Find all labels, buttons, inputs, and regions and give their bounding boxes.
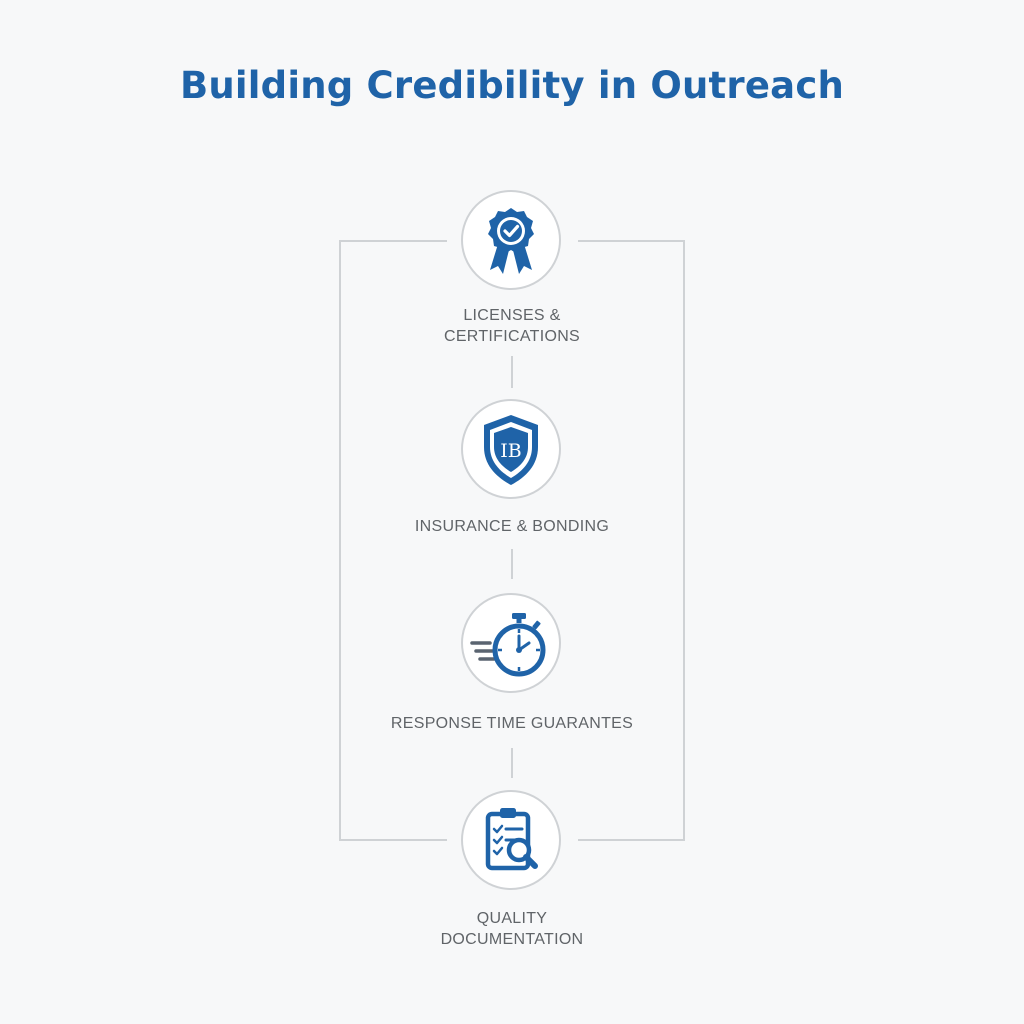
diagram-title: Building Credibility in Outreach <box>179 64 845 107</box>
step-node-response-time <box>461 593 561 693</box>
frame-bottom-right <box>578 839 685 841</box>
frame-top-left <box>339 240 447 242</box>
step-label-insurance: INSURANCE & BONDING <box>414 518 610 535</box>
connector-2-3 <box>511 549 513 579</box>
clipboard-search-icon <box>476 800 546 880</box>
connector-3-4 <box>511 748 513 778</box>
frame-bottom-left <box>339 839 447 841</box>
award-ribbon-icon <box>476 200 546 280</box>
frame-top-right <box>578 240 685 242</box>
step-label-response-time: RESPONSE TIME GUARANTES <box>390 715 634 732</box>
step-label-licenses: LICENSES & CERTIFICATIONS <box>443 307 581 345</box>
step-node-insurance <box>461 399 561 499</box>
step-label-quality-documentation: QUALITY DOCUMENTATION <box>440 910 584 948</box>
shield-badge-text: IB <box>500 440 522 462</box>
step-node-quality-documentation <box>461 790 561 890</box>
step-node-licenses <box>461 190 561 290</box>
stopwatch-icon <box>468 603 554 683</box>
connector-1-2 <box>511 356 513 388</box>
shield-icon <box>476 409 546 489</box>
